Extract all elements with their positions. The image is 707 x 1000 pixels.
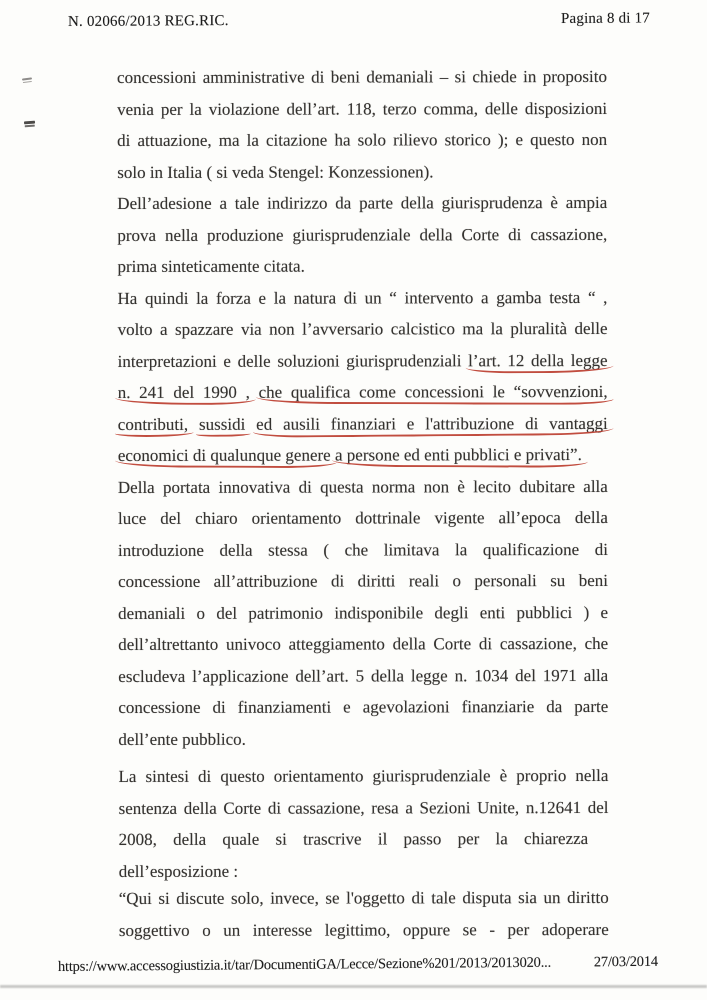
body-line-text — [117, 124, 607, 157]
body-line — [118, 596, 608, 629]
footer-url: https://www.accessogiustizia.it/tar/DocumentiGA/Lecce/Sezione%201/2013/2013020... — [57, 954, 552, 976]
body-text: introduzione della stessa ( che limitava la qualificazione di — [118, 539, 608, 560]
red-underlined-text: n. 241 del 1990 , — [117, 382, 250, 402]
body-line — [118, 439, 608, 472]
body-line-text — [117, 281, 607, 314]
margin-pen-mark — [22, 77, 32, 80]
body-text — [245, 414, 256, 433]
red-underlined-text: contributi, — [117, 414, 189, 434]
body-line — [117, 155, 607, 188]
header-case-number: N. 02066/2013 REG.RIC. — [67, 13, 229, 30]
body-text: Dell’adesione a tale indirizzo da parte della giurisprudenza è ampia — [117, 192, 608, 213]
body-text: prima sinteticamente citata. — [117, 256, 305, 276]
body-line-text — [118, 565, 608, 598]
body-line-text — [118, 502, 608, 535]
body-line-text — [117, 61, 607, 94]
body-line-text — [117, 92, 607, 125]
body-text: dell’esposizione : — [118, 861, 239, 881]
body-line-text — [118, 596, 608, 629]
body-line-text — [118, 439, 582, 471]
body-text: concessioni amministrative di beni demaniali – si chiede in proposito — [117, 66, 607, 87]
document-footer — [58, 954, 658, 976]
red-underlined-text: sussidi — [198, 414, 246, 434]
body-text — [188, 414, 199, 433]
body-line-text — [118, 376, 608, 409]
body-line — [118, 313, 608, 346]
body-line — [118, 407, 608, 440]
body-line-text — [118, 659, 608, 692]
body-line — [118, 691, 608, 724]
body-line — [118, 628, 608, 661]
body-line-text — [119, 913, 609, 946]
body-line — [117, 92, 607, 125]
body-line-text — [117, 156, 433, 188]
body-line — [119, 791, 609, 824]
body-line — [117, 218, 607, 251]
body-text: soggettivo o un interesse legittimo, oppure se - per adoperare — [118, 919, 609, 940]
body-line-text — [118, 760, 608, 793]
body-line — [119, 913, 609, 946]
body-text: interpretazioni e delle soluzioni giurisprudenziali — [117, 350, 469, 371]
document-body — [117, 61, 609, 946]
body-line — [118, 502, 608, 535]
body-line — [118, 376, 608, 409]
body-text: prova nella produzione giurisprudenziale della Corte di cassazione, — [117, 224, 608, 245]
footer-date: 27/03/2014 — [593, 953, 658, 971]
body-text — [250, 383, 259, 402]
body-line — [117, 250, 607, 283]
body-text: concessione all’attribuzione di diritti reali o personali su beni — [118, 570, 609, 591]
body-text: sentenza della Corte di cassazione, resa a Sezioni Unite, n.12641 del — [118, 797, 609, 818]
body-line — [118, 722, 608, 755]
body-line — [118, 470, 608, 503]
body-text: La sintesi di questo orientamento giurisprudenziale è proprio nella — [118, 765, 609, 786]
body-line-text — [119, 882, 609, 915]
body-line-text — [119, 823, 589, 855]
body-line — [117, 281, 607, 314]
body-line — [118, 760, 608, 793]
body-text: demaniali o del patrimonio indisponibile degli enti pubblici ) e — [118, 602, 609, 623]
body-line — [117, 124, 607, 157]
body-line — [118, 533, 608, 566]
body-line-text — [117, 187, 607, 220]
red-underlined-text: economici di qualunque genere — [117, 445, 331, 465]
body-line-text — [117, 218, 607, 251]
body-text: Della portata innovativa di questa norma non è lecito dubitare alla — [117, 476, 608, 497]
body-text: volto a spazzare via non l’avversario calcistico ma la pluralità delle — [117, 318, 608, 339]
body-line-text — [118, 344, 608, 377]
body-line — [118, 565, 608, 598]
body-line-text — [118, 407, 608, 440]
red-underlined-text: l’art. 12 della legge — [468, 350, 608, 370]
body-text: concessione di finanziamenti e agevolazioni finanziarie da parte — [118, 696, 609, 717]
body-line-text — [118, 691, 608, 724]
body-text: “Qui si discute solo, invece, se l'oggetto di tale disputa sia un diritto — [118, 887, 609, 908]
red-underlined-text: a persone ed enti pubblici e privati”. — [334, 445, 582, 465]
body-line — [119, 823, 609, 856]
body-line-text — [118, 313, 608, 346]
red-underlined-text: ed ausili finanziari e l'attribuzione di vantaggi — [256, 413, 608, 434]
body-line — [117, 187, 607, 220]
body-text: Ha quindi la forza e la natura di un “ intervento a gamba testa “ , — [117, 287, 608, 308]
body-line — [117, 61, 607, 94]
header-page-indicator: Pagina 8 di 17 — [560, 10, 651, 27]
body-line-text — [119, 791, 609, 824]
body-text: 2008, della quale si trascrive il passo per la chiarezza — [118, 829, 589, 849]
body-text: di attuazione, ma la citazione ha solo rilievo storico ); e questo non — [117, 129, 608, 150]
red-underlined-text: che qualifica come concessioni le “sovvenzioni, — [258, 381, 608, 402]
body-line — [118, 659, 608, 692]
body-text: luce del chiaro orientamento dottrinale vigente all’epoca della — [117, 507, 608, 528]
body-line — [118, 344, 608, 377]
body-line-text — [118, 723, 246, 755]
body-text: escludeva l’applicazione dell’art. 5 della legge n. 1034 del 1971 alla — [118, 665, 609, 686]
body-text: solo in Italia ( si veda Stengel: Konzessionen). — [117, 161, 434, 182]
body-line-text — [117, 251, 304, 283]
scan-artifact-line — [0, 985, 707, 988]
body-text: dell’altrettanto univoco atteggiamento della Corte di cassazione, che — [118, 633, 609, 654]
body-line-text — [118, 470, 608, 503]
body-line — [119, 882, 609, 915]
body-text: dell’ente pubblico. — [118, 729, 246, 749]
body-line-text — [118, 628, 608, 661]
document-header — [68, 10, 650, 31]
body-text: venia per la violazione dell’art. 118, terzo comma, delle disposizioni — [117, 98, 608, 119]
body-line-text — [118, 533, 608, 566]
margin-pen-mark — [24, 121, 35, 124]
